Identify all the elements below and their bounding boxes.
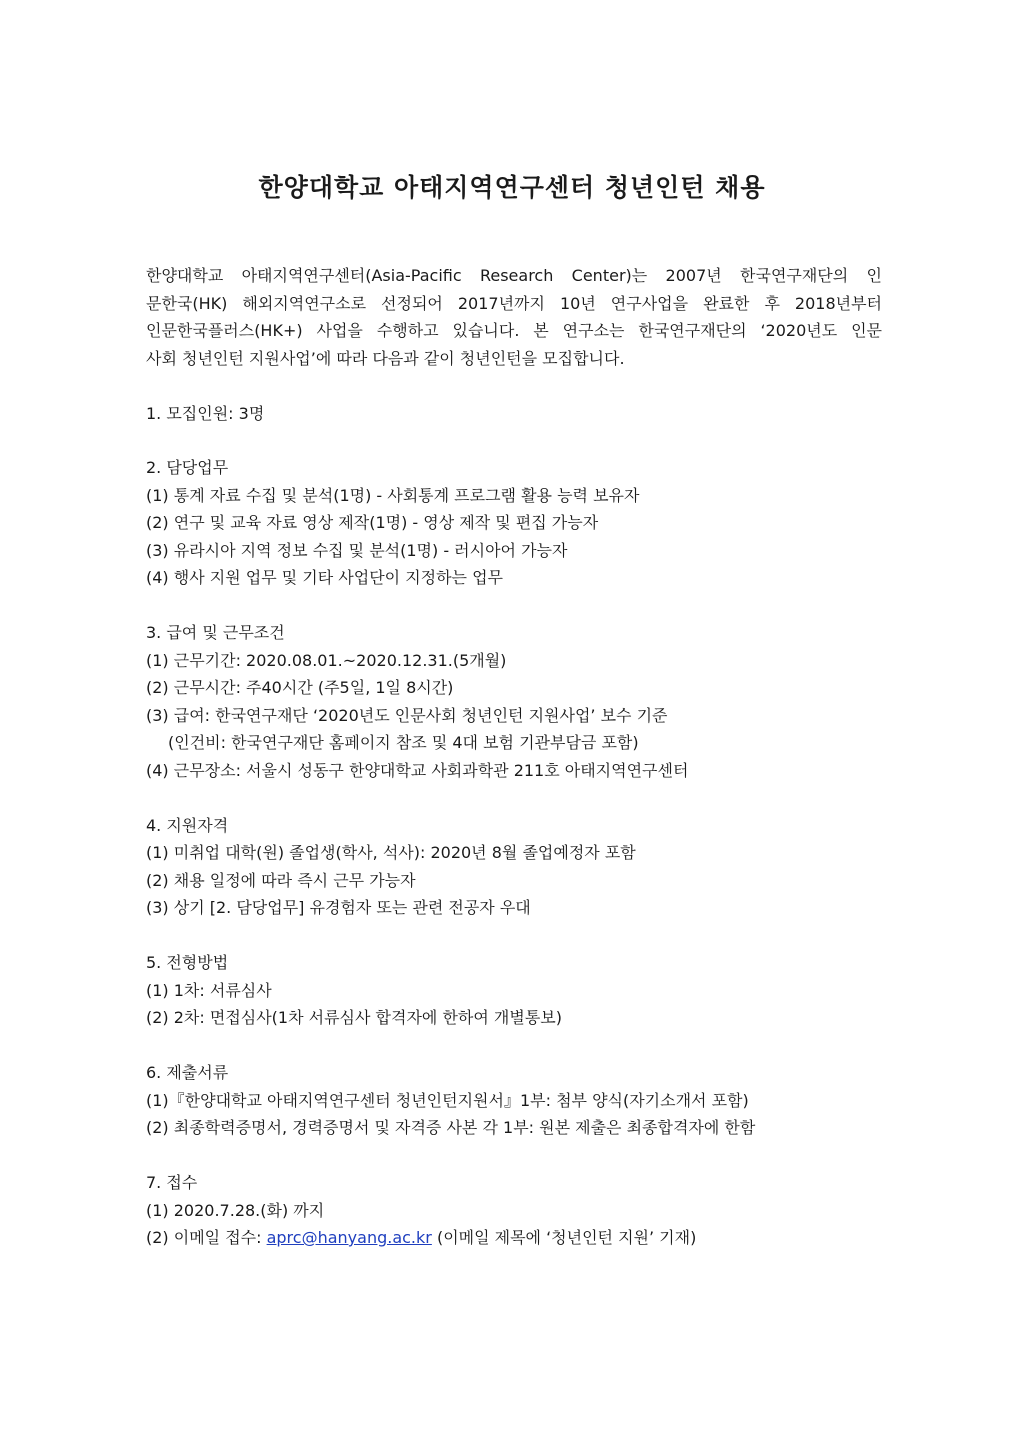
intro-paragraph bbox=[146, 262, 882, 372]
section-heading-selection-method: 5. 전형방법 bbox=[146, 953, 229, 972]
list-item: (1) 미취업 대학(원) 졸업생(학사, 석사): 2020년 8월 졸업예정자 포함 bbox=[146, 843, 636, 862]
list-item: (2) 2차: 면접심사(1차 서류심사 합격자에 한하여 개별통보) bbox=[146, 1008, 562, 1027]
list-item: (1) 1차: 서류심사 bbox=[146, 981, 272, 1000]
list-item: (3) 상기 [2. 담당업무] 유경험자 또는 관련 전공자 우대 bbox=[146, 898, 531, 917]
list-item: (2) 근무시간: 주40시간 (주5일, 1일 8시간) bbox=[146, 678, 454, 697]
section-heading-qualifications: 4. 지원자격 bbox=[146, 816, 229, 835]
intro-line: 인문한국플러스(HK+) 사업을 수행하고 있습니다. 본 연구소는 한국연구재단의 ‘2020년도 인문 bbox=[146, 321, 882, 340]
email-link[interactable]: aprc@hanyang.ac.kr bbox=[266, 1228, 432, 1247]
section-heading-duties: 2. 담당업무 bbox=[146, 458, 229, 477]
list-item: (2) 연구 및 교육 자료 영상 제작(1명) - 영상 제작 및 편집 가능자 bbox=[146, 513, 599, 532]
page-title: 한양대학교 아태지역연구센터 청년인턴 채용 bbox=[258, 173, 766, 202]
list-item: (4) 근무장소: 서울시 성동구 한양대학교 사회과학관 211호 아태지역연구센터 bbox=[146, 761, 689, 780]
section-heading-documents: 6. 제출서류 bbox=[146, 1063, 229, 1082]
section-heading-submission: 7. 접수 bbox=[146, 1173, 198, 1192]
list-item: (1) 2020.7.28.(화) 까지 bbox=[146, 1201, 325, 1220]
intro-line: 문한국(HK) 해외지역연구소로 선정되어 2017년까지 10년 연구사업을 완료한 후 2018년부터 bbox=[146, 293, 882, 313]
section-heading-recruitment-count: 1. 모집인원: 3명 bbox=[146, 404, 265, 423]
email-line-suffix: (이메일 제목에 ‘청년인턴 지원’ 기재) bbox=[431, 1228, 697, 1247]
list-item-email bbox=[146, 1228, 696, 1248]
list-item: (3) 급여: 한국연구재단 ‘2020년도 인문사회 청년인턴 지원사업’ 보수 기준 bbox=[146, 706, 668, 725]
list-item: (1)『한양대학교 아태지역연구센터 청년인턴지원서』1부: 첨부 양식(자기소개서 포함) bbox=[146, 1091, 749, 1110]
list-item: (3) 유라시아 지역 정보 수집 및 분석(1명) - 러시아어 가능자 bbox=[146, 541, 568, 560]
intro-line: 한양대학교 아태지역연구센터(Asia-Pacific Research Center)는 2007년 한국연구재단의 인 bbox=[146, 266, 882, 285]
list-item: (2) 채용 일정에 따라 즉시 근무 가능자 bbox=[146, 871, 416, 890]
email-line-prefix: (2) 이메일 접수: bbox=[146, 1228, 267, 1247]
list-item: (4) 행사 지원 업무 및 기타 사업단이 지정하는 업무 bbox=[146, 568, 504, 587]
list-item: (1) 통계 자료 수집 및 분석(1명) - 사회통계 프로그램 활용 능력 보유자 bbox=[146, 486, 640, 505]
list-item-continuation: (인건비: 한국연구재단 홈페이지 참조 및 4대 보험 기관부담금 포함) bbox=[168, 733, 639, 752]
section-heading-salary-conditions: 3. 급여 및 근무조건 bbox=[146, 623, 285, 642]
list-item: (2) 최종학력증명서, 경력증명서 및 자격증 사본 각 1부: 원본 제출은 최종합격자에 한함 bbox=[146, 1118, 756, 1137]
intro-line: 사회 청년인턴 지원사업’에 따라 다음과 같이 청년인턴을 모집합니다. bbox=[146, 348, 625, 368]
list-item: (1) 근무기간: 2020.08.01.~2020.12.31.(5개월) bbox=[146, 651, 507, 670]
